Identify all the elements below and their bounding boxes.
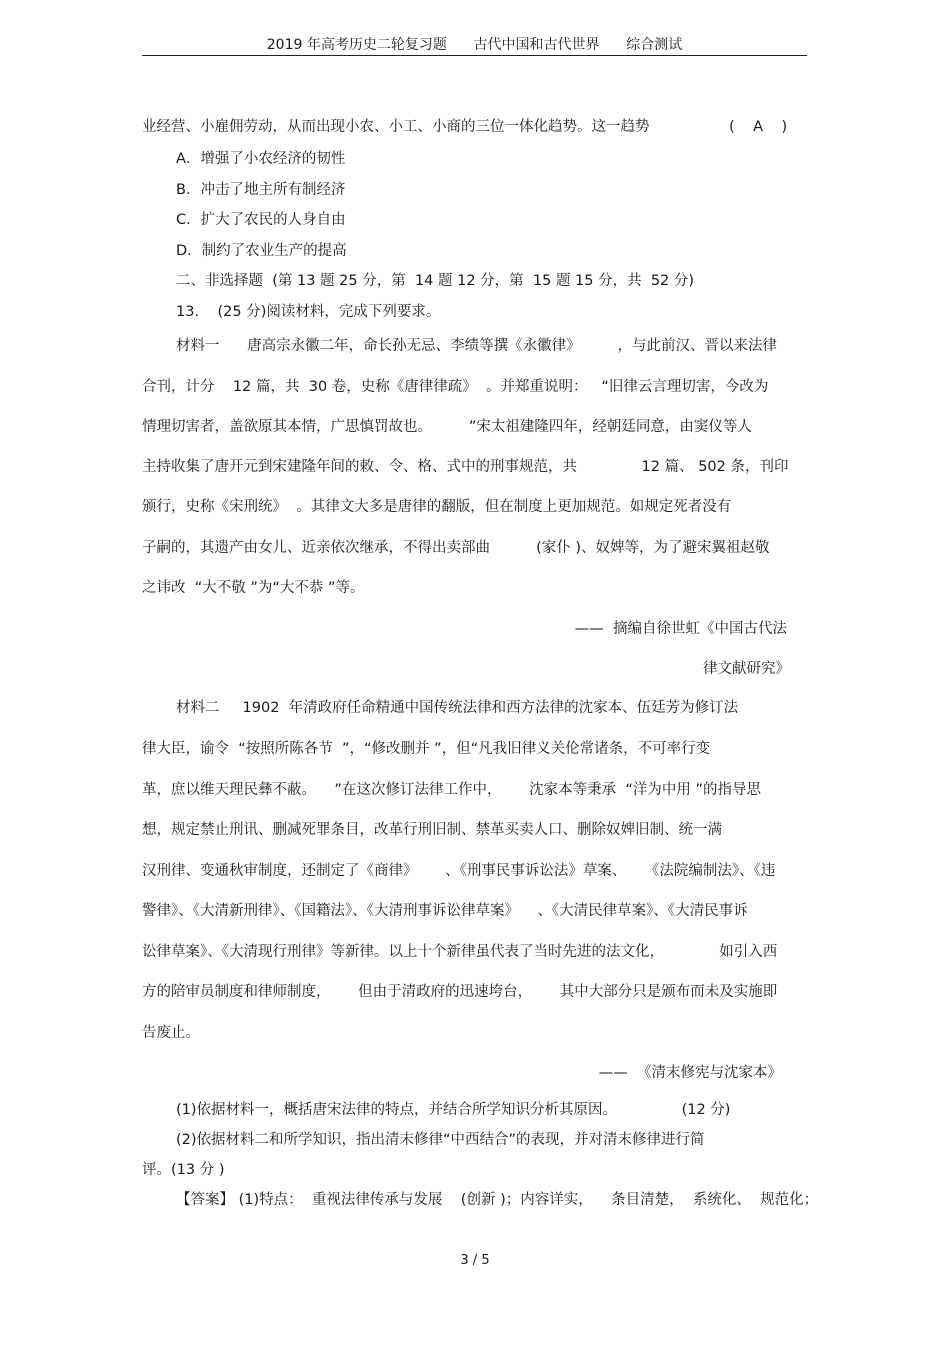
page-header: 2019 年高考历史二轮复习题 古代中国和古代世界 综合测试 — [266, 37, 683, 53]
material-line: 汉刑律、变通秋审制度，还制定了《商律》 、《刑事民事诉讼法》草案、 《法院编制法》、《违 — [142, 863, 776, 879]
material-line: 警律》、《大清新刑律》、《国籍法》、《大清刑事诉讼律草案》 、《大清民律草案》、《大清民事诉 — [142, 903, 748, 919]
source-citation: —— 《清末修宪与沈家本》 — [598, 1065, 782, 1081]
answer-choice: ( A ) — [729, 119, 788, 135]
material-line: 方的陪审员制度和律师制度， 但由于清政府的迅速垮台， 其中大部分只是颁布而未及实施即 — [142, 984, 778, 1000]
material-line: 子嗣的，其遗产由女儿、近亲依次继承，不得出卖部曲 (家仆 )、奴婢等，为了避宋翼祖赵敬 — [142, 540, 770, 556]
material-line: 情理切害者，盖欲原其本情，广思慎罚故也。 ”宋太祖建隆四年，经朝廷同意，由窦仪等人 — [142, 419, 752, 435]
answer-text: 【答案】 (1)特点： 重视法律传承与发展 (创新 )；内容详实， 条目清楚， 系统化、 规范化； — [176, 1192, 819, 1208]
option-b: B．冲击了地主所有制经济 — [176, 182, 346, 198]
source-citation: 律文献研究》 — [703, 661, 790, 677]
page-number: 3 / 5 — [460, 1253, 490, 1268]
material-line: 革，庶以维天理民彝不蔽。 ”在这次修订法律工作中， 沈家本等秉承 “洋为中用 ”的指导思 — [142, 782, 761, 798]
material-line: 想，规定禁止刑讯、删减死罪条目，改革行刑旧制、禁革买卖人口、删除奴婢旧制、统一满 — [142, 822, 722, 838]
material-line: 律大臣，谕令 “按照所陈各节 ”，“修改删并 ”，但“凡我旧律义关伦常诸条，不可率行变 — [142, 741, 711, 757]
header-divider — [142, 55, 807, 56]
material-line: 告废止。 — [142, 1025, 200, 1041]
sub-question-2: (2)依据材料二和所学知识，指出清末修律“中西结合”的表现，并对清末修律进行简 — [176, 1132, 705, 1148]
option-d: D．制约了农业生产的提高 — [176, 243, 347, 259]
material-line: 材料一 唐高宗永徽二年，命长孙无忌、李绩等撰《永徽律》 ，与此前汉、晋以来法律 — [176, 338, 778, 354]
option-a: A．增强了小农经济的韧性 — [176, 151, 346, 167]
question-intro: 13. (25 分)阅读材料，完成下列要求。 — [176, 304, 441, 320]
material-line: 之讳改 “大不敬 ”为“大不恭 ”等。 — [142, 580, 365, 596]
material-line: 颁行，史称《宋刑统》 。其律文大多是唐律的翻版，但在制度上更加规范。如规定死者没有 — [142, 499, 732, 515]
question-stem: 业经营、小雇佣劳动，从而出现小农、小工、小商的三位一体化趋势。这一趋势 — [142, 119, 650, 135]
option-c: C．扩大了农民的人身自由 — [176, 212, 346, 228]
material-line: 主持收集了唐开元到宋建隆年间的敕、令、格、式中的刑事规范，共 12 篇、 502 条，刊印 — [142, 459, 789, 475]
material-line: 讼律草案》、《大清现行刑律》等新律。以上十个新律虽代表了当时先进的法文化， 如引入西 — [142, 944, 778, 960]
sub-question-2-cont: 评。(13 分 ) — [142, 1162, 225, 1178]
material-line: 材料二 1902 年清政府任命精通中国传统法律和西方法律的沈家本、伍廷芳为修订法 — [176, 700, 739, 716]
sub-question-1: (1)依据材料一，概括唐宋法律的特点，并结合所学知识分析其原因。 (12 分) — [176, 1102, 731, 1118]
section-title: 二、非选择题 (第 13 题 25 分，第 14 题 12 分，第 15 题 15 分，共 52 分) — [176, 273, 695, 289]
source-citation: —— 摘编自徐世虹《中国古代法 — [574, 621, 787, 637]
material-line: 合刊，计分 12 篇，共 30 卷，史称《唐律律疏》 。并郑重说明： “旧律云言理切害，今改为 — [142, 379, 769, 395]
